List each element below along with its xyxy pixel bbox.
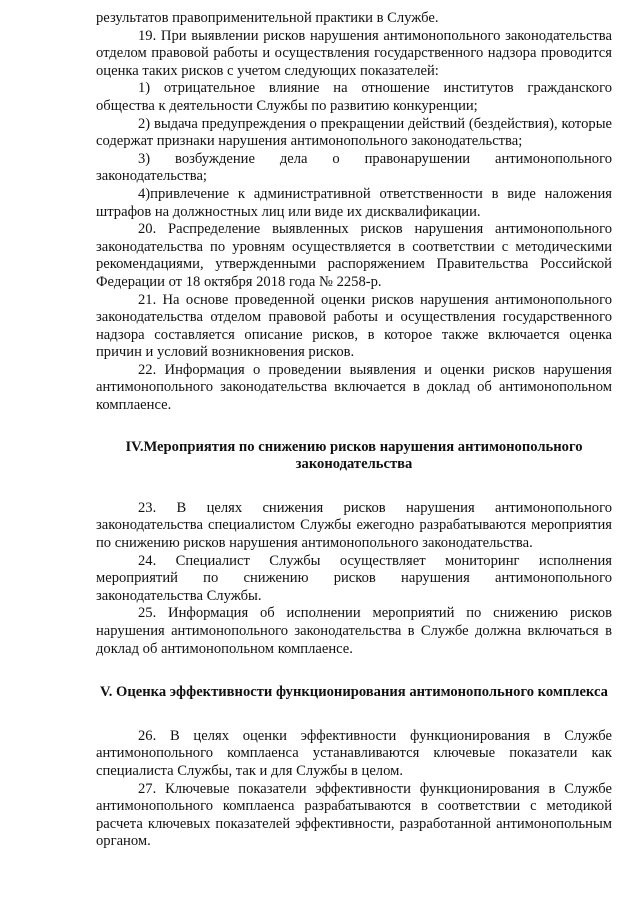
paragraph-20: 20. Распределение выявленных рисков нарушения антимонопольного законодательства по уровням осуществляется в соответствии с методическими рекомендациями, утвержденными распоряжением Правительства Российской Федерации от 18 октября 2018 года № 2258-р. [96, 221, 612, 290]
paragraph-26: 26. В целях оценки эффективности функционирования в Службе антимонопольного комплаенса устанавливаются ключевые показатели как специалиста Службы, так и для Службы в целом. [96, 727, 612, 779]
indicator-2: 2) выдача предупреждения о прекращении действий (бездействия), которые содержат признаки нарушения антимонопольного законодательства; [96, 115, 612, 150]
paragraph-21: 21. На основе проведенной оценки рисков нарушения антимонопольного законодательства отделом правовой работы и осуществления государственного надзора составляется описание рисков, в которое также включается оценка причин и условий возникновения рисков. [96, 291, 612, 361]
paragraph-19: 19. При выявлении рисков нарушения антимонопольного законодательства отделом правовой работы и осуществления государственного надзора проводится оценка таких рисков с учетом следующих показателей: [96, 27, 612, 79]
indicator-1: 1) отрицательное влияние на отношение институтов гражданского общества к деятельности Службы по развитию конкуренции; [96, 80, 612, 114]
indicator-3: 3) возбуждение дела о правонарушении антимонопольного законодательства; [96, 150, 612, 185]
paragraph-22: 22. Информация о проведении выявления и оценки рисков нарушения антимонопольного законодательства включается в доклад об антимонопольном комплаенсе. [96, 361, 612, 414]
paragraph-18-end: результатов правоприменительной практики в Службе. [96, 10, 439, 26]
paragraph-27: 27. Ключевые показатели эффективности функционирования в Службе антимонопольного комплаенса разрабатываются в соответствии с методикой расчета ключевых показателей эффективности, разработанной антимонопольным органом. [96, 780, 612, 850]
paragraph-24: 24. Специалист Службы осуществляет мониторинг исполнения мероприятий по снижению рисков нарушения антимонопольного законодательства Службы. [96, 552, 612, 604]
section-v-heading: V. Оценка эффективности функционирования антимонопольного комплекса [100, 684, 608, 701]
document-page [96, 10, 612, 851]
indicator-4: 4)привлечение к административной ответственности в виде наложения штрафов на должностных лиц или виде их дисквалификации. [96, 185, 612, 220]
paragraph-25: 25. Информация об исполнении мероприятий по снижению рисков нарушения антимонопольного законодательства в Службе должна включаться в доклад об антимонопольном комплаенсе. [96, 605, 612, 657]
section-iv-heading: IV.Мероприятия по снижению рисков нарушения антимонопольного законодательства [125, 438, 583, 473]
paragraph-23: 23. В целях снижения рисков нарушения антимонопольного законодательства специалистом Службы ежегодно разрабатываются мероприятия по снижению рисков нарушения антимонопольного законодательства. [96, 499, 612, 552]
